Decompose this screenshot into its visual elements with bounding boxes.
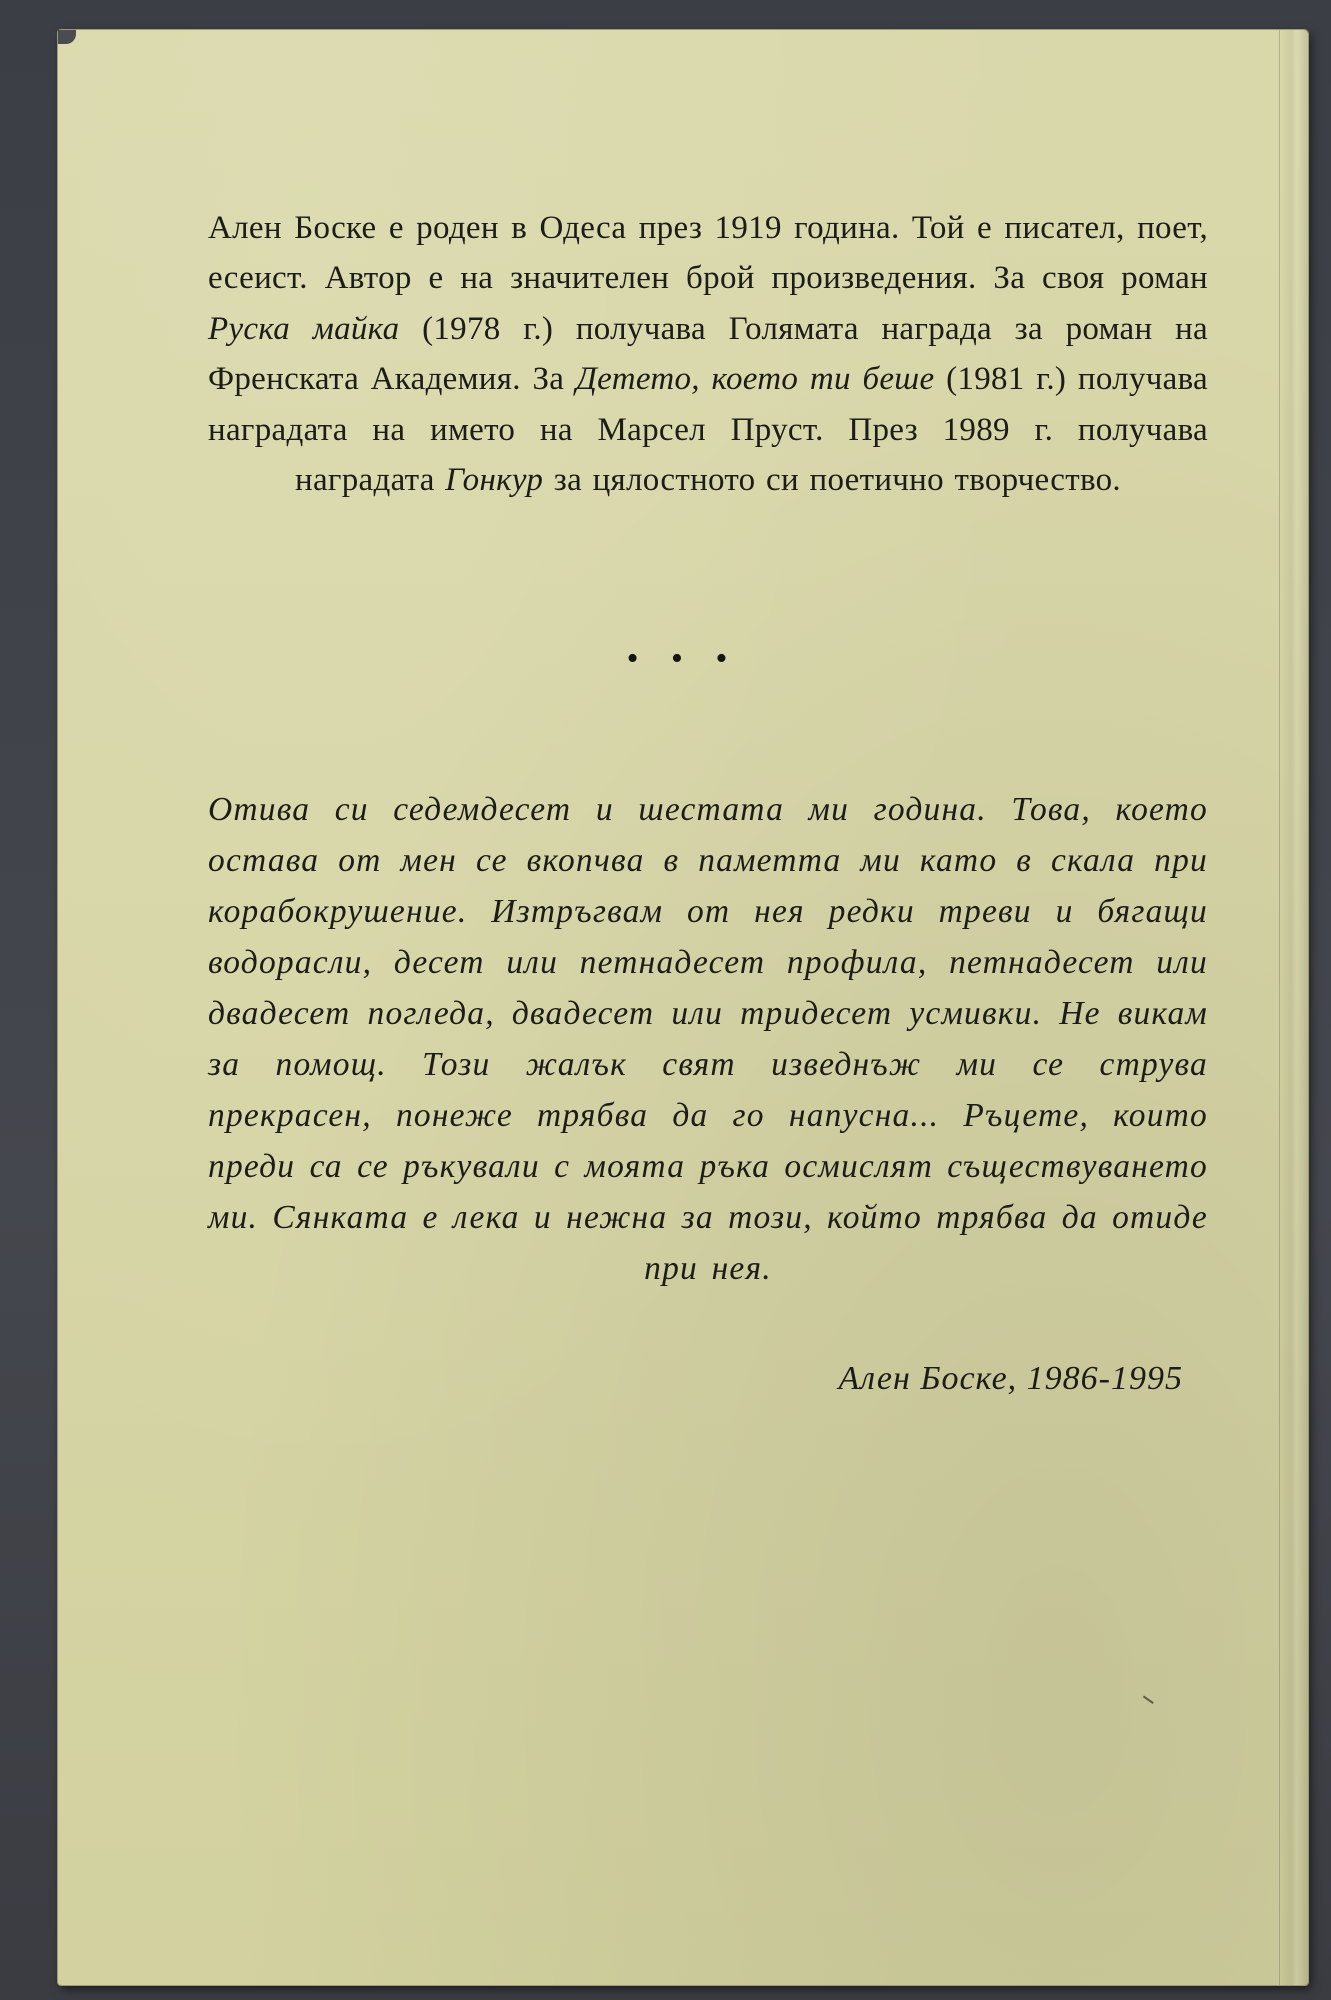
- bio-text-2: (1978 г.) получава Голямата награда за роман на Френската Академия. За: [208, 310, 1209, 398]
- book-title-russian-mother: Руска майка: [208, 310, 400, 347]
- prize-name-goncourt: Гонкур: [445, 462, 544, 499]
- bio-text-1: Ален Боске е роден в Одеса през 1919 година. Той е писател, поет, есеист. Автор е на значителен брой произведения. За своя роман: [208, 210, 1208, 297]
- book-title-the-child-you-were: Детето, което ти беше: [575, 361, 935, 398]
- bio-text-3: (1981 г.) получава наградата на името на Марсел Пруст. През 1989 г. получава наградата: [208, 361, 1208, 499]
- book-back-cover: [58, 30, 1308, 1985]
- author-bio: [208, 203, 1208, 505]
- bio-text-4: за цялостното си поетично творчество.: [543, 462, 1121, 499]
- worn-corner: [58, 30, 76, 44]
- quote-signature: Ален Боске, 1986-1995: [838, 1360, 1183, 1397]
- section-separator: • • •: [626, 640, 740, 677]
- author-quote: Отива си седемдесет и шестата ми година. Това, което остава от мен се вкопчва в паметта ми като в скала при корабокрушение. Изтръгвам от нея редки треви и бягащи водорасли, десет или петнадесет профила, петнадесет или двадесет погледа, двадесет или тридесет усмивки. Не викам за помощ. Този жалък свят изведнъж ми се струва прекрасен, понеже трябва да го напусна... Ръцете, които преди са се ръкували с моята ръка осмислят съществуването ми. Сянката е лека и нежна за този, който трябва да отиде при нея.: [208, 790, 1208, 1287]
- spine-edge: [1279, 30, 1308, 1985]
- surface-scratch: [1138, 1695, 1154, 1710]
